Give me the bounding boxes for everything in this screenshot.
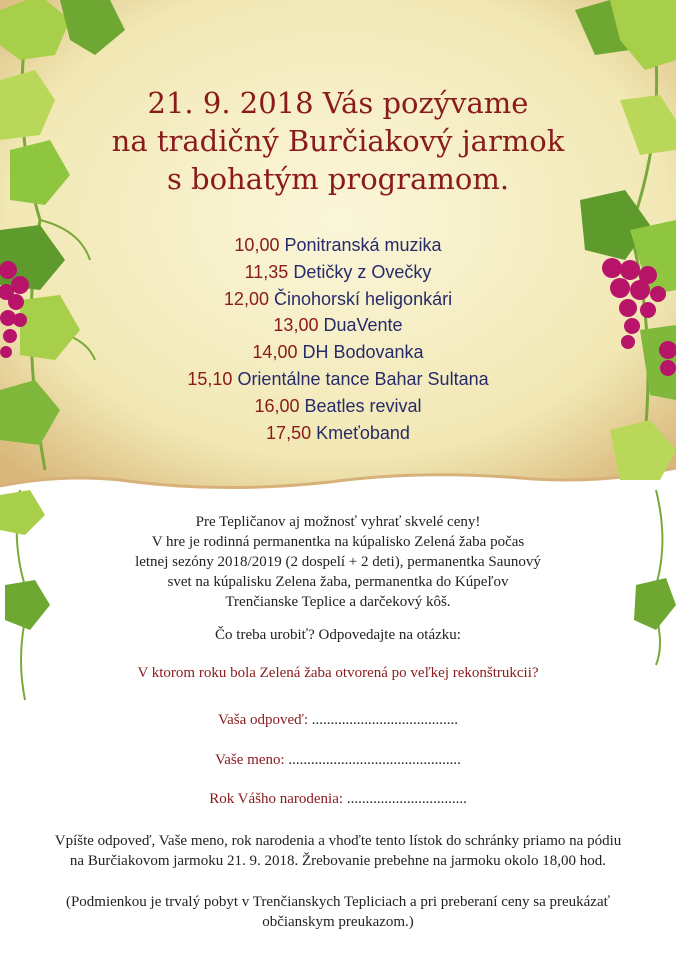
name-dots[interactable]: .............................................. [288,752,461,768]
program-item [100,259,576,286]
instruction-text: Čo treba urobiť? Odpovedajte na otázku: [215,627,461,643]
name-label: Vaše meno: [215,752,285,768]
program-performer: Detičky z Ovečky [293,261,432,282]
program-performer: Činohorskí heligonkári [273,288,453,309]
birth-year-field[interactable] [150,791,526,808]
prize-line-4: svet na kúpalisku Zelena žaba, permanentka do Kúpeľov [167,574,509,590]
program-performer: DuaVente [323,315,403,336]
program-performer: Ponitranská muzika [284,235,442,255]
program-time: 16,00 [254,395,300,416]
program-time: 14,00 [252,342,298,363]
headline-line-2: na tradičný Burčiakový jarmok [111,124,565,158]
prize-line-1: Pre Tepličanov aj možnosť vyhrať skvelé ceny! [195,514,481,530]
program-item [100,393,576,420]
question-text: V ktorom roku bola Zelená žaba otvorená po veľkej rekonštrukcii? [137,665,539,681]
program-item [100,339,576,366]
birth-year-label: Rok Vášho narodenia: [209,791,344,807]
program-performer: DH Bodovanka [302,342,424,363]
program-performer: Orientálne tance Bahar Sultana [237,368,489,389]
program-item [100,286,576,313]
answer-field[interactable] [150,712,526,729]
program-time: 12,00 [223,288,269,309]
program-item [100,312,576,339]
prize-line-5: Trenčianske Teplice a darčekový kôš. [225,594,451,610]
footer-line-2: na Burčiakovom jarmoku 21. 9. 2018. Žrebovanie prebehne na jarmoku okolo 18,00 hod. [69,853,607,869]
program-time: 15,10 [187,368,233,389]
headline-line-3: s bohatým programom. [166,162,510,196]
footer-line-1: Vpíšte odpoveď, Vaše meno, rok narodenia a vhoďte tento lístok do schránky priamo na pódiu [54,833,622,849]
condition-line-1: (Podmienkou je trvalý pobyt v Trenčianskych Tepliciach a pri preberaní ceny sa preukázať [65,894,611,910]
program-time: 10,00 [234,235,280,255]
answer-dots[interactable]: ....................................... [311,712,459,728]
program-time: 11,35 [244,261,289,282]
program-time: 13,00 [273,315,319,336]
program-item [100,420,576,447]
program-item [100,232,576,259]
program-item [100,366,576,393]
birth-year-dots[interactable]: ................................ [346,791,467,807]
name-field[interactable] [150,752,526,769]
answer-label: Vaša odpoveď: [217,712,309,728]
condition-line-2: občianskym preukazom.) [262,914,414,930]
program-performer: Beatles revival [304,395,422,416]
prize-line-2: V hre je rodinná permanentka na kúpalisko Zelená žaba počas [151,534,525,550]
program-performer: Kmeťoband [316,422,410,443]
headline-line-1: 21. 9. 2018 Vás pozývame [147,86,529,120]
program-time: 17,50 [266,422,312,443]
prize-line-3: letnej sezóny 2018/2019 (2 dospelí + 2 deti), permanentka Saunový [135,554,541,570]
program-list [100,232,576,446]
